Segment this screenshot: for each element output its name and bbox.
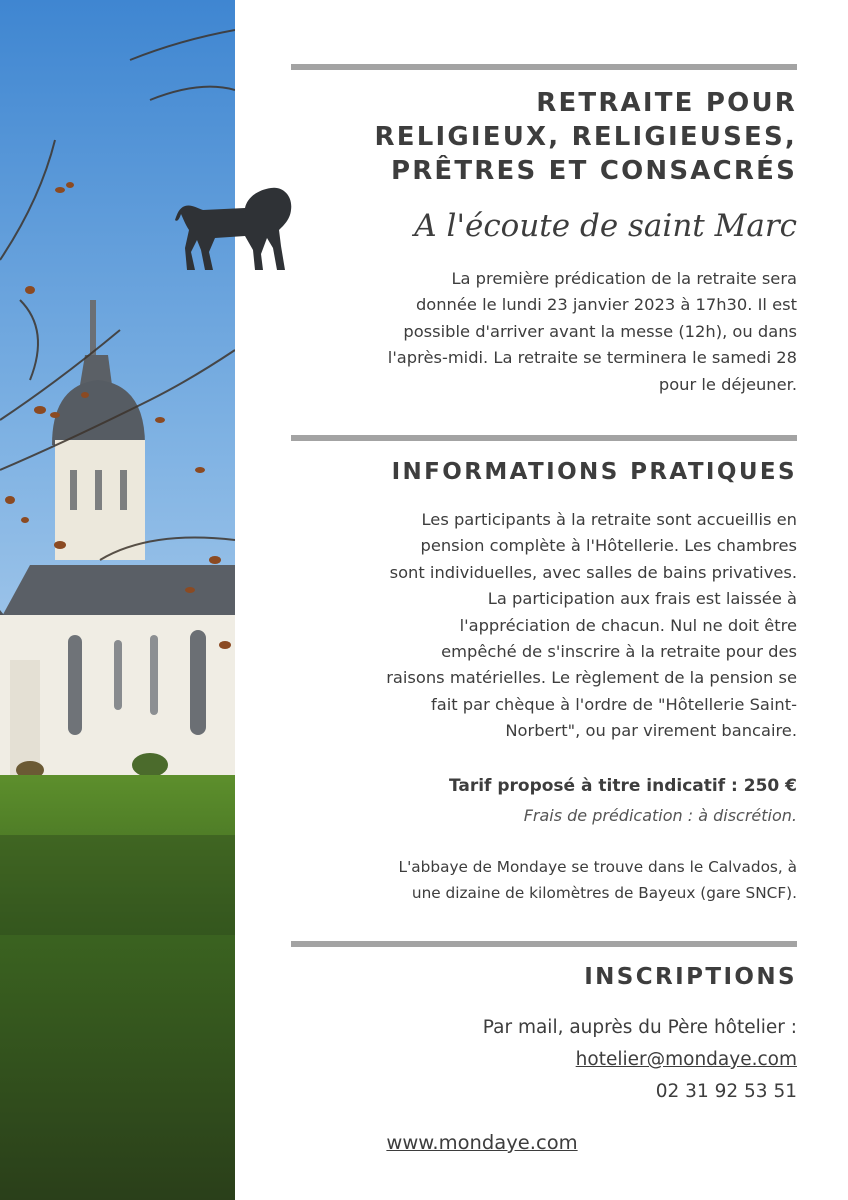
divider-middle xyxy=(291,435,797,441)
divider-bottom xyxy=(291,941,797,947)
email-link[interactable]: hotelier@mondaye.com xyxy=(575,1049,797,1070)
practical-line: La participation aux frais est laissée à xyxy=(487,589,797,609)
subtitle: A l'écoute de saint Marc xyxy=(414,208,797,244)
intro-line: La première prédication de la retraite sera xyxy=(451,269,797,288)
practical-line: Les participants à la retraite sont accueillis en xyxy=(421,510,797,529)
practical-heading: INFORMATIONS PRATIQUES xyxy=(391,459,797,485)
tarif-text: Tarif proposé à titre indicatif : 250 € xyxy=(448,776,797,796)
contact-intro: Par mail, auprès du Père hôtelier : xyxy=(482,1017,797,1038)
contact-block xyxy=(291,1012,797,1108)
practical-line: Norbert", ou par virement bancaire. xyxy=(505,721,797,741)
practical-line: empêché de s'inscrire à la retraite pour des xyxy=(441,642,797,662)
location-paragraph xyxy=(291,854,797,906)
intro-line: possible d'arriver avant la messe (12h), ou dans xyxy=(403,321,797,341)
practical-line: fait par chèque à l'ordre de "Hôtellerie Saint- xyxy=(431,694,797,714)
title-line-3: PRÊTRES ET CONSACRÉS xyxy=(390,156,797,186)
phone-number: 02 31 92 53 51 xyxy=(655,1081,797,1102)
intro-line: pour le déjeuner. xyxy=(658,374,797,394)
lion-icon xyxy=(175,180,297,276)
divider-top xyxy=(291,64,797,70)
website-block xyxy=(291,1128,797,1158)
practical-line: l'appréciation de chacun. Nul ne doit être xyxy=(459,615,797,635)
title-line-1: RETRAITE POUR xyxy=(536,88,797,118)
practical-line: pension complète à l'Hôtellerie. Les chambres xyxy=(420,536,797,556)
intro-line: l'après-midi. La retraite se terminera le samedi 28 xyxy=(387,348,797,368)
website-link[interactable]: www.mondaye.com xyxy=(386,1131,578,1154)
practical-line: sont individuelles, avec salles de bains privatives. xyxy=(389,562,797,582)
page-title xyxy=(291,86,797,188)
practical-paragraph xyxy=(291,507,797,745)
location-line: une dizaine de kilomètres de Bayeux (gare SNCF). xyxy=(411,884,797,902)
inscriptions-heading: INSCRIPTIONS xyxy=(584,964,797,990)
intro-paragraph xyxy=(291,266,797,398)
practical-line: raisons matérielles. Le règlement de la pension se xyxy=(386,668,797,688)
intro-line: donnée le lundi 23 janvier 2023 à 17h30. Il est xyxy=(415,295,797,315)
location-line: L'abbaye de Mondaye se trouve dans le Calvados, à xyxy=(398,858,797,876)
title-line-2: RELIGIEUX, RELIGIEUSES, xyxy=(374,122,797,152)
frais-text: Frais de prédication : à discrétion. xyxy=(523,806,797,825)
